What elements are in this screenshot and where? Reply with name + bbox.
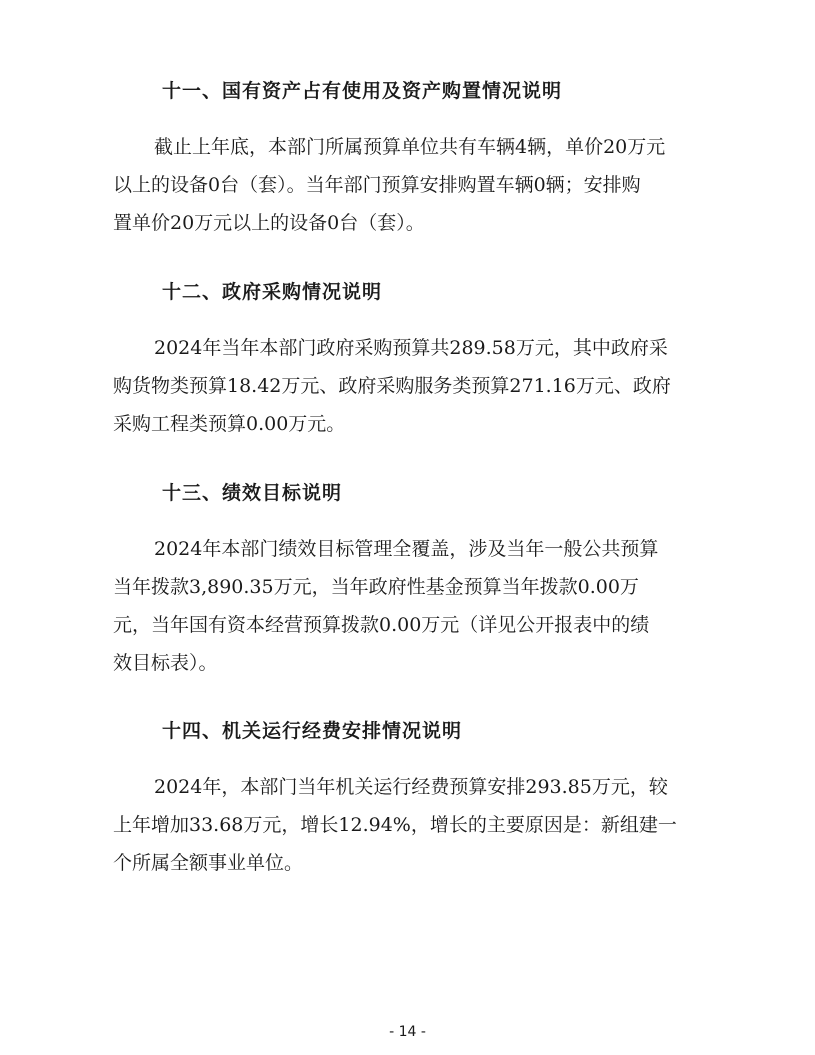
paragraph-line: 2024年当年本部门政府采购预算共289.58万元，其中政府采 [154,337,668,359]
paragraph-line: 购货物类预算18.42万元、政府采购服务类预算271.16万元、政府 [113,375,671,397]
paragraph-line: 个所属全额事业单位。 [113,852,304,874]
section-13-heading: 十三、绩效目标说明 [162,482,343,504]
section-14-paragraph [113,768,713,882]
paragraph-line: 截止上年底，本部门所属预算单位共有车辆4辆，单价20万元 [154,136,666,158]
page-number: - 14 - [389,1024,426,1040]
section-12-paragraph [113,329,713,443]
section-11-heading: 十一、国有资产占有使用及资产购置情况说明 [162,80,563,102]
section-13-paragraph [113,530,713,682]
paragraph-line: 上年增加33.68万元，增长12.94%，增长的主要原因是：新组建一 [113,814,677,836]
paragraph-line: 2024年本部门绩效目标管理全覆盖，涉及当年一般公共预算 [154,538,659,560]
section-11-paragraph [113,128,713,242]
paragraph-line: 效目标表）。 [113,652,218,674]
paragraph-line: 元，当年国有资本经营预算拨款0.00万元（详见公开报表中的绩 [113,614,650,636]
paragraph-line: 2024年，本部门当年机关运行经费预算安排293.85万元，较 [154,776,668,798]
paragraph-line: 当年拨款3,890.35万元，当年政府性基金预算当年拨款0.00万 [113,576,639,598]
paragraph-line: 以上的设备0台（套）。当年部门预算安排购置车辆0辆；安排购 [113,174,641,196]
section-12-heading: 十二、政府采购情况说明 [162,281,383,303]
section-14-heading: 十四、机关运行经费安排情况说明 [162,720,463,742]
paragraph-line: 置单价20万元以上的设备0台（套）。 [113,212,425,234]
paragraph-line: 采购工程类预算0.00万元。 [113,413,346,435]
